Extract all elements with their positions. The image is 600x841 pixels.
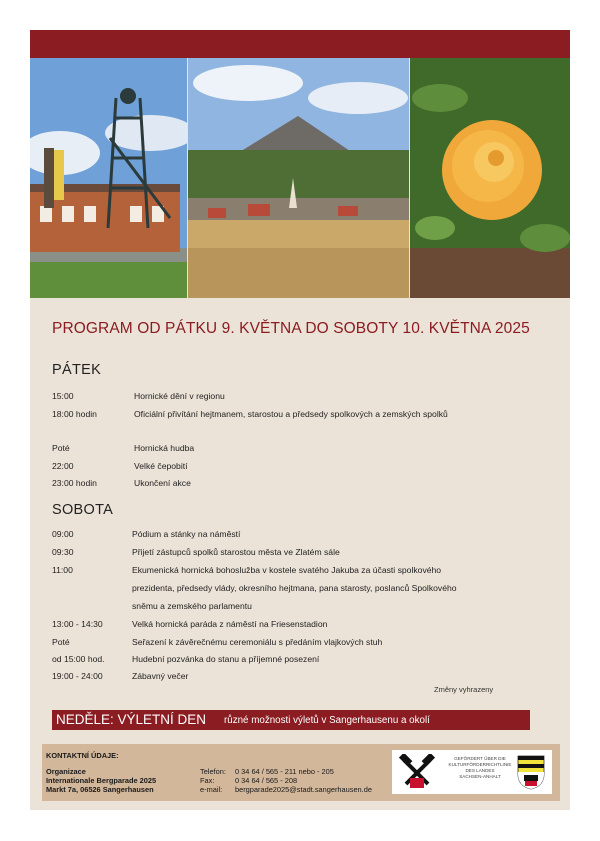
saturday-text: sněmu a zemského parlamentu [132,601,252,611]
changes-reserved-note: Změny vyhrazeny [434,685,494,694]
contact-footer [42,744,560,801]
sponsor-line-4: SACHSEN-ANHALT [459,774,501,779]
sponsor-line-1: GEFÖRDERT ÜBER DIE [454,756,506,761]
fax-label: Fax: [200,776,215,785]
friday-text: Velké čepobití [134,461,188,471]
saturday-text: Hudební pozvánka do stanu a příjemné posezení [132,654,320,664]
saturday-text: Seřazení k závěrečnému ceremoniálu s předáním vlajkových stuh [132,637,383,647]
friday-time: 23:00 hodin [52,478,97,488]
contact-title: KONTAKTNÍ ÚDAJE: [46,751,119,760]
email-label: e-mail: [200,785,223,794]
saturday-time: 19:00 - 24:00 [52,671,103,681]
saturday-text: Ekumenická hornická bohoslužba v kostele svatého Jakuba za účasti spolkového [132,565,442,575]
friday-text: Oficiální přivítání hejtmanem, starostou a předsedy spolkových a zemských spolků [134,409,448,419]
sponsor-text [448,756,512,780]
saturday-time: 11:00 [52,565,73,575]
sunday-label: NEDĚLE: VÝLETNÍ DEN [56,712,207,727]
sunday-banner [52,710,530,730]
saturday-time: 09:30 [52,547,74,557]
top-banner [30,30,570,58]
saturday-text: Zábavný večer [132,671,189,681]
friday-time: Poté [52,443,70,453]
saturday-text: Přijetí zástupců spolků starostou města ve Zlatém sále [132,547,340,557]
friday-text: Ukončení akce [134,478,191,488]
org-line-1: Organizace [46,767,86,776]
sponsor-line-3: DES LANDES [465,768,495,773]
friday-text: Hornické dění v regionu [134,391,225,401]
photo-landscape-spoil-heap [188,58,409,298]
saturday-text: prezidenta, předsedy vlády, okresního hejtmana, pana starosty, poslanců Spolkového [132,583,457,593]
saturday-text: Pódium a stánky na náměstí [132,529,241,539]
friday-time: 15:00 [52,391,74,401]
saturday-text: Velká hornická paráda z náměstí na Friesenstadion [132,619,328,629]
sunday-text: různé možnosti výletů v Sangerhausenu a okolí [224,715,430,726]
saturday-time: 09:00 [52,529,74,539]
phone-value: 0 34 64 / 565 - 211 nebo - 205 [235,767,334,776]
sponsor-line-2: KULTURFÖRDERRICHTLINIE [448,762,512,767]
saturday-time: 13:00 - 14:30 [52,619,103,629]
photo-yellow-rose [410,58,570,298]
sponsor-logo-box [392,750,552,794]
phone-label: Telefon: [200,767,226,776]
friday-time: 22:00 [52,461,74,471]
saturday-heading: SOBOTA [52,502,114,518]
email-value[interactable]: bergparade2025@stadt.sangerhausen.de [235,785,372,794]
fax-value: 0 34 64 / 565 - 208 [235,776,298,785]
friday-heading: PÁTEK [52,362,102,378]
program-headline: PROGRAM OD PÁTKU 9. KVĚTNA DO SOBOTY 10. KVĚTNA 2025 [52,320,530,337]
org-line-2: Internationale Bergparade 2025 [46,776,157,785]
saturday-time: Poté [52,637,70,647]
poster [30,30,570,810]
saturday-time: od 15:00 hod. [52,654,105,664]
photo-mine-headframe [30,58,187,298]
mining-hammers-icon [398,754,436,790]
saxony-anhalt-coat-of-arms-icon [516,754,546,790]
org-line-3: Markt 7a, 06526 Sangerhausen [46,785,154,794]
friday-time: 18:00 hodin [52,409,97,419]
friday-text: Hornická hudba [134,443,195,453]
